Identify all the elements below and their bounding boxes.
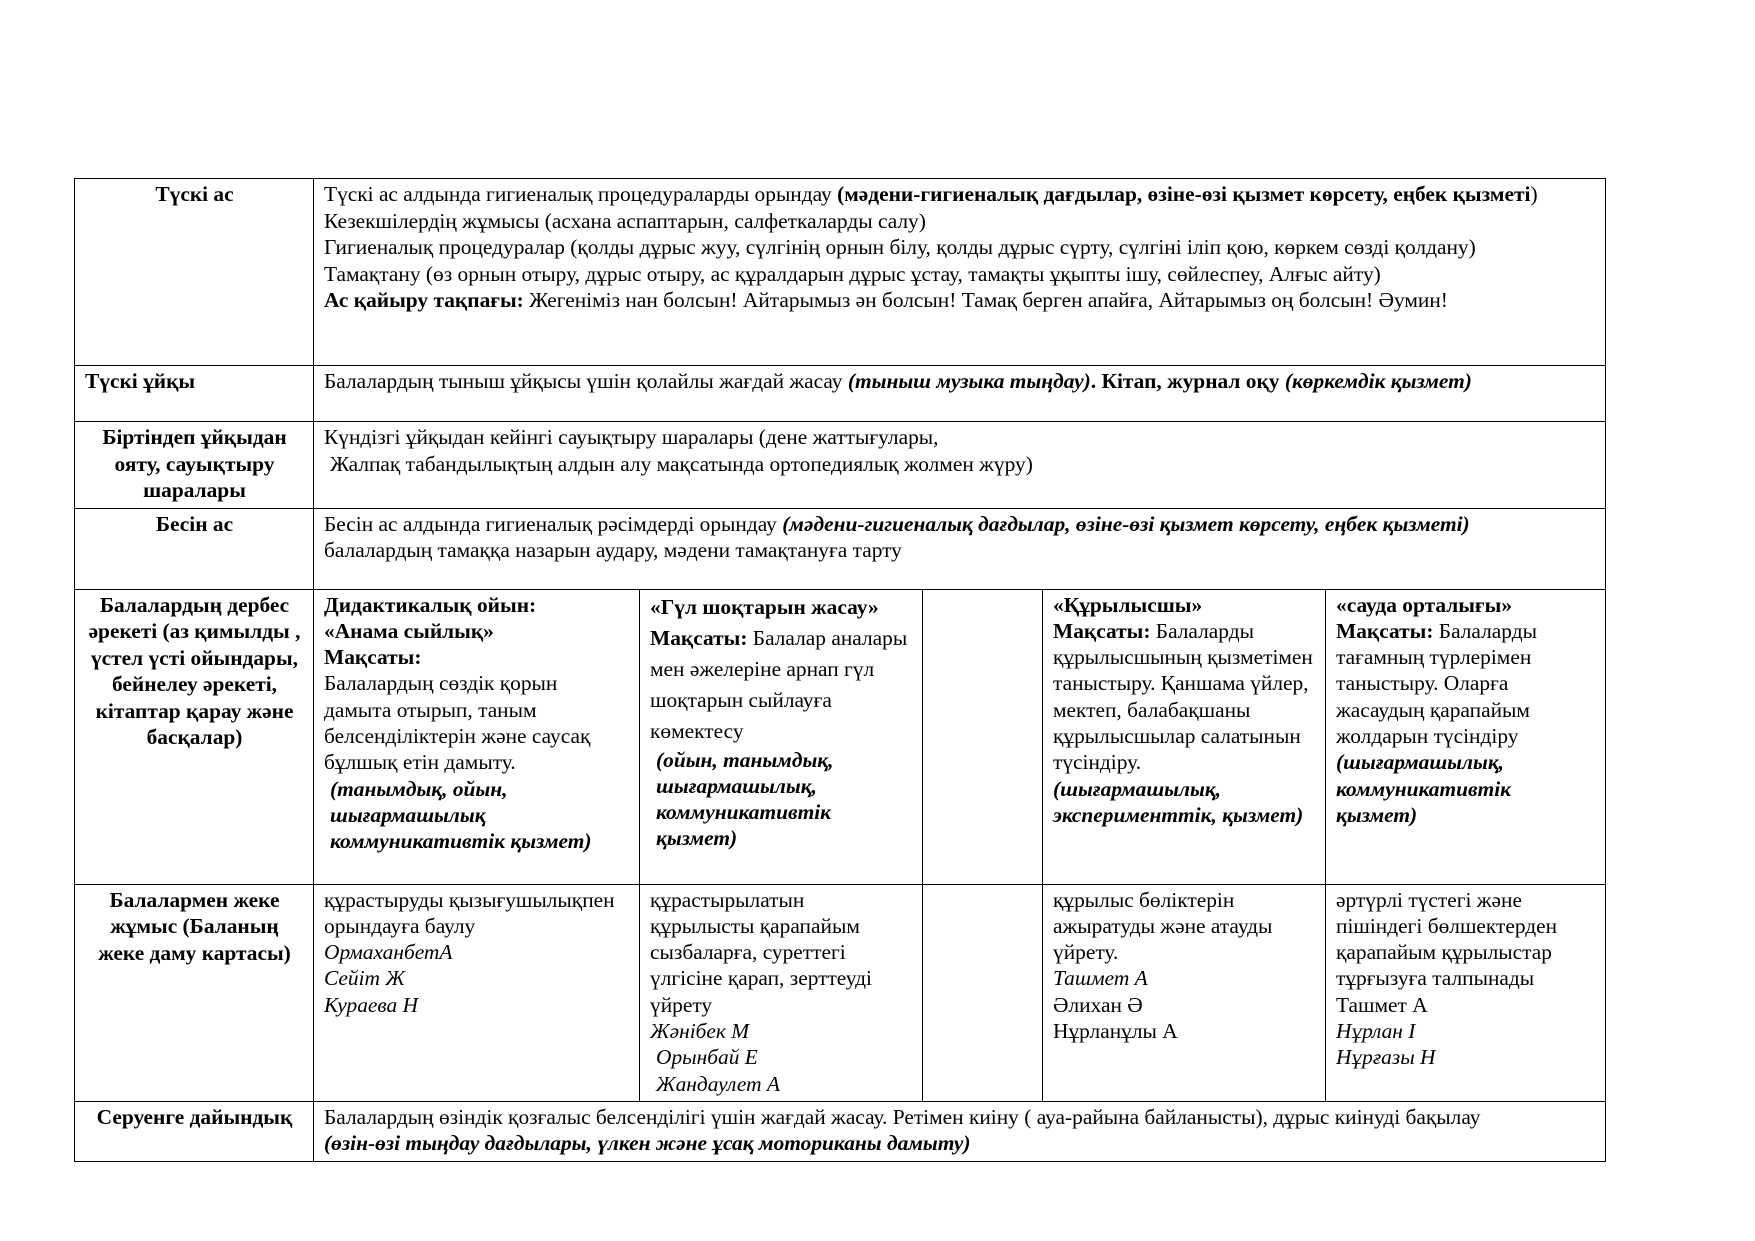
row-activity [75, 589, 1606, 884]
activity-cell-3 [923, 589, 1043, 884]
lunch-line-2: Кезекшілердің жұмысы (асхана аспаптарын, салфеткаларды салу) [324, 208, 926, 233]
row-lunch [75, 179, 1606, 366]
lunch-line-3: Гигиеналық процедуралар (қолды дұрыс жуу, сүлгінің орнын білу, қолды дұрыс сүрту, сүлгіні іліп қою, көркем сөзді қолдану) [324, 235, 1476, 259]
nap-content: Балалардың тыныш ұйқысы үшін қолайлы жағдай жасау (тыныш музыка тыңдау). Кітап, журнал оқу (көркемдік қызмет) [314, 366, 1606, 422]
walk-line-1: Балалардың өзіндік қозғалыс белсенділігі үшін жағдай жасау. Ретімен киіну ( ауа-райына байланысты), дұрыс киінуді бақылау [324, 1104, 1481, 1129]
row-label-snack: Бесін ас [75, 508, 314, 589]
row-label-activity: Балалардың дербес әрекеті (аз қимылды , үстел үсті ойындары, бейнелеу әрекеті, кітаптар қарау және басқалар) [75, 589, 314, 884]
walk-line-2: (өзін-өзі тыңдау дағдылары, үлкен және ұсақ моториканы дамыту) [324, 1131, 971, 1156]
lunch-content [314, 179, 1606, 366]
wake-content [314, 422, 1606, 509]
individual-cell-3 [923, 884, 1043, 1101]
snack-content: Бесін ас алдында гигиеналық рәсімдерді орындау (мәдени-гигиеналық дағдылар, өзіне-өзі қызмет көрсету, еңбек қызметі) балалардың тамаққа назарын аудару, мәдени тамақтануға тарту [314, 508, 1606, 589]
wake-line-2: Жалпақ табандылықтың алдын алу мақсатында ортопедиялық жолмен жүру) [330, 451, 1033, 476]
row-wake [75, 422, 1606, 509]
row-nap [75, 366, 1606, 422]
lunch-line-5: Ас қайыру тақпағы: Жегеніміз нан болсын! Айтарымыз ән болсын! Тамақ берген апайға, Айтарымыз оң болсын! Әумин! [324, 288, 1448, 312]
row-label-individual: Балалармен жеке жұмыс (Баланың жеке даму картасы) [75, 884, 314, 1101]
row-label-wake: Біртіндеп ұйқыдан ояту, сауықтыру шаралары [75, 422, 314, 509]
row-walk [75, 1101, 1606, 1161]
activity-cell-5: «сауда орталығы» Мақсаты: Балаларды тағамның түрлерімен таныстыру. Оларға жасаудың қарапайым жолдарын түсіндіру (шығармашылық, коммуникативтік қызмет) [1326, 589, 1606, 884]
row-label-walk: Серуенге дайындық [75, 1101, 314, 1161]
activity-cell-1: Дидактикалық ойын: «Анама сыйлық» Мақсаты: Балалардың сөздік қорын дамыта отырып, таным белсенділіктерін және саусақ бұлшық етін дамыту. (танымдық, ойын, шығармашылық коммуникативтік қызмет) [314, 589, 640, 884]
activity-cell-4: «Құрылысшы» Мақсаты: Балаларды құрылысшының қызметімен таныстыру. Қаншама үйлер, мектеп, балабақшаны құрылысшылар салатынын түсіндіру. (шығармашылық, эксперименттік, қызмет) [1043, 589, 1326, 884]
snack-line-2: балалардың тамаққа назарын аудару, мәдени тамақтануға тарту [324, 538, 902, 562]
row-snack [75, 508, 1606, 589]
individual-cell-1: құрастыруды қызығушылықпен орындауға баулу ОрмаханбетА Сейіт Ж Кураева Н [314, 884, 640, 1101]
lunch-line-1: Түскі ас алдында гигиеналық процедураларды орындау (мәдени-гигиеналық дағдылар, өзіне-өзі қызмет көрсету, еңбек қызметі) [324, 182, 1538, 206]
row-label-lunch: Түскі ас [75, 179, 314, 366]
wake-line-1: Күндізгі ұйқыдан кейінгі сауықтыру шаралары (дене жаттығулары, [324, 425, 939, 449]
individual-cell-4: құрылыс бөліктерін ажыратуды және атауды үйрету. Ташмет А Әлихан Ә Нұрланұлы А [1043, 884, 1326, 1101]
row-individual [75, 884, 1606, 1101]
individual-cell-5: әртүрлі түстегі және пішіндегі бөлшектерден қарапайым құрылыстар тұрғызуға талпынады Ташмет А Нұрлан І Нұрғазы Н [1326, 884, 1606, 1101]
daily-plan-table [74, 178, 1606, 1162]
walk-content [314, 1101, 1606, 1161]
lunch-line-4: Тамақтану (өз орнын отыру, дұрыс отыру, ас құралдарын дұрыс ұстау, тамақты ұқыпты ішу, сөйлеспеу, Алғыс айту) [324, 261, 1381, 286]
individual-cell-2: құрастырылатын құрылысты қарапайым сызбаларға, суреттегі үлгісіне қарап, зерттеуді үйрету Жәнібек М Орынбай Е Жандаулет А [640, 884, 923, 1101]
activity-cell-2: «Гүл шоқтарын жасау» Мақсаты: Балалар аналары мен әжелеріне арнап гүл шоқтарын сыйлауға көмектесу (ойын, танымдық, шығармашылық, коммуникативтік қызмет) [640, 589, 923, 884]
row-label-nap: Түскі ұйқы [75, 366, 314, 422]
